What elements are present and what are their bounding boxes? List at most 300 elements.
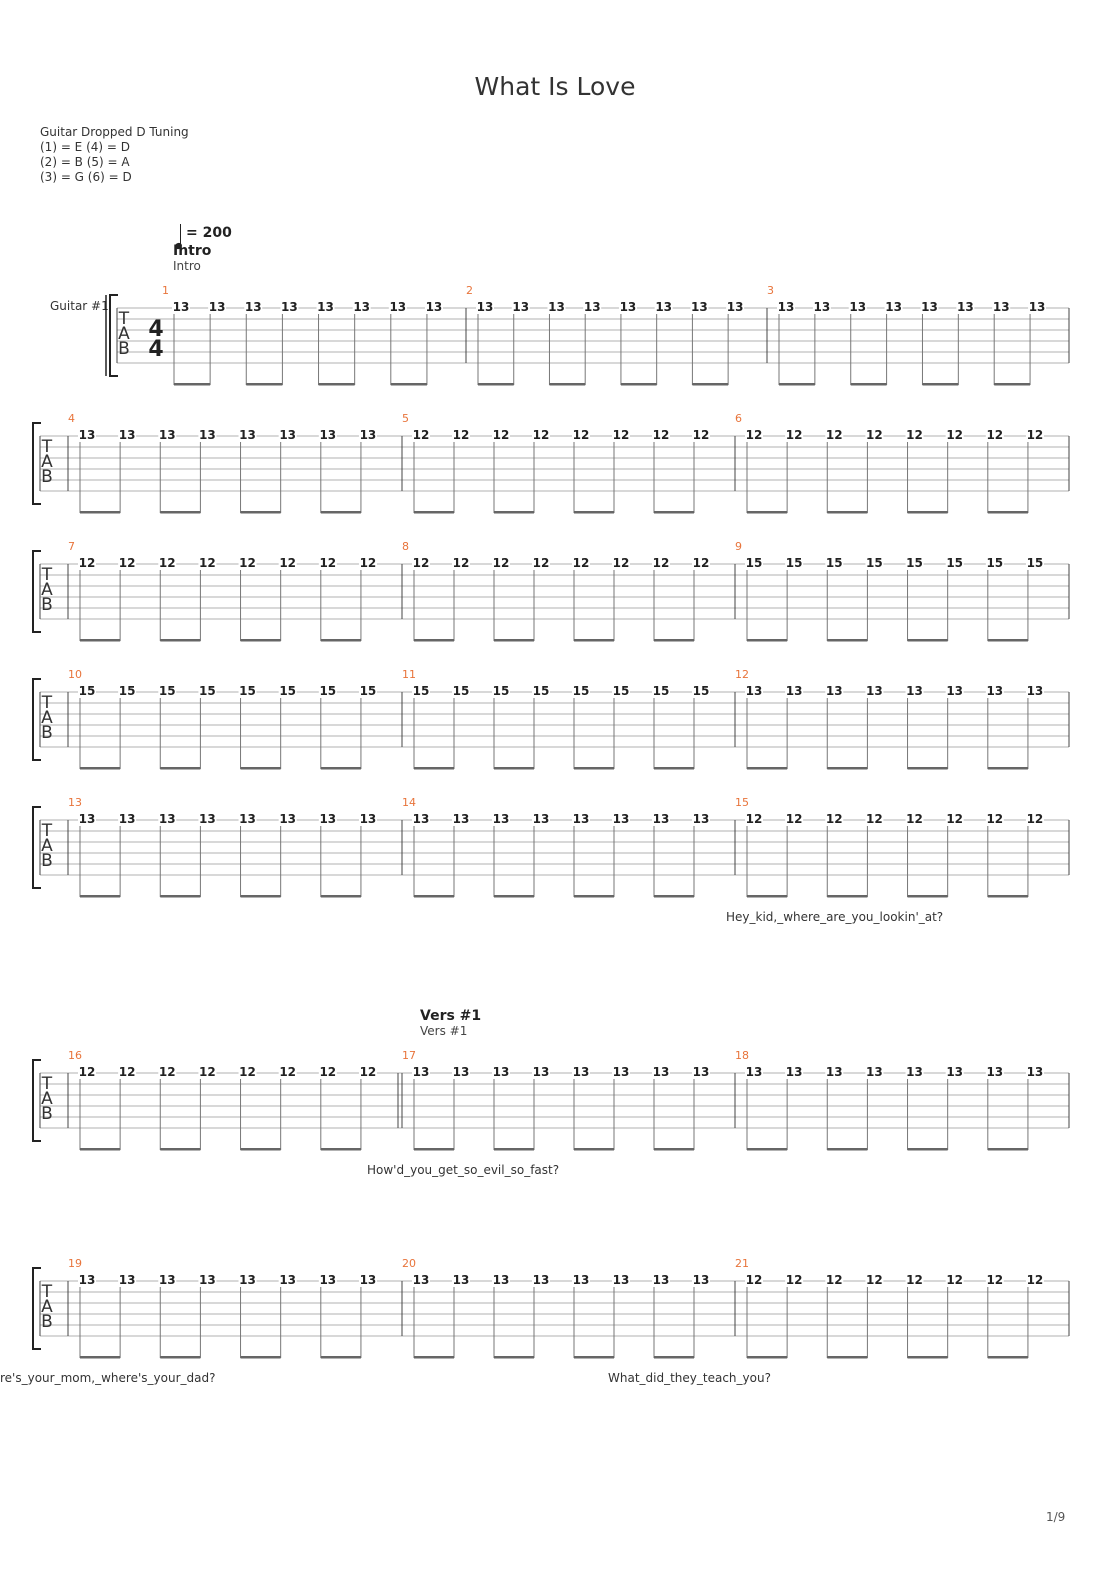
fret-number: 12: [652, 556, 670, 570]
note-beam: [414, 511, 454, 514]
tab-clef-letter: A: [41, 708, 53, 728]
fret-number: 15: [785, 556, 803, 570]
fret-number: 12: [745, 812, 763, 826]
fret-number: 15: [492, 684, 510, 698]
tab-clef-letter: T: [41, 437, 53, 457]
note-beam: [574, 1356, 614, 1359]
fret-number: 13: [118, 428, 136, 442]
fret-number: 13: [777, 300, 795, 314]
note-beam: [478, 383, 514, 386]
fret-number: 13: [612, 1065, 630, 1079]
fret-number: 13: [389, 300, 407, 314]
fret-number: 13: [691, 300, 708, 314]
fret-number: 12: [866, 812, 883, 826]
note-beam: [241, 511, 281, 514]
note-beam: [747, 639, 787, 642]
fret-number: 12: [906, 812, 923, 826]
fret-number: 13: [572, 1065, 590, 1079]
fret-number: 12: [692, 556, 710, 570]
note-beam: [779, 383, 815, 386]
note-beam: [621, 383, 657, 386]
fret-number: 13: [492, 1065, 510, 1079]
fret-number: 12: [78, 556, 96, 570]
note-beam: [321, 511, 361, 514]
note-beam: [827, 895, 867, 898]
fret-number: 13: [906, 684, 923, 698]
note-beam: [574, 639, 614, 642]
fret-number: 13: [612, 812, 630, 826]
note-beam: [908, 511, 948, 514]
note-beam: [994, 383, 1030, 386]
fret-number: 12: [906, 1273, 923, 1287]
note-beam: [241, 1356, 281, 1359]
fret-number: 12: [906, 428, 923, 442]
note-beam: [319, 383, 355, 386]
section-label-intro: Intro: [173, 259, 201, 273]
measure-number: 20: [402, 1257, 416, 1270]
tab-clef-letter: B: [41, 1312, 53, 1332]
note-beam: [908, 1148, 948, 1151]
fret-number: 13: [825, 1065, 843, 1079]
fret-number: 13: [785, 1065, 803, 1079]
measure-number: 5: [402, 412, 409, 425]
fret-number: 15: [452, 684, 470, 698]
fret-number: 13: [279, 812, 297, 826]
note-beam: [574, 511, 614, 514]
lyric-line: How'd_you_get_so_evil_so_fast?: [367, 1163, 560, 1177]
fret-number: 13: [692, 1065, 710, 1079]
tuning-line: (2) = B (5) = A: [40, 155, 130, 169]
fret-number: 13: [78, 428, 96, 442]
fret-number: 13: [619, 300, 637, 314]
fret-number: 12: [452, 556, 470, 570]
note-beam: [321, 1148, 361, 1151]
note-beam: [246, 383, 282, 386]
fret-number: 15: [532, 684, 550, 698]
fret-number: 12: [785, 812, 803, 826]
fret-number: 13: [532, 812, 550, 826]
fret-number: 13: [652, 1273, 670, 1287]
note-beam: [654, 895, 694, 898]
fret-number: 13: [412, 1273, 430, 1287]
fret-number: 12: [612, 428, 630, 442]
fret-number: 13: [492, 812, 510, 826]
fret-number: 13: [548, 300, 565, 314]
note-beam: [414, 767, 454, 770]
measure-number: 1: [162, 284, 169, 297]
tab-clef-letter: T: [118, 309, 130, 329]
fret-number: 13: [279, 1273, 297, 1287]
fret-number: 13: [319, 812, 337, 826]
fret-number: 13: [652, 1065, 670, 1079]
tab-clef-letter: A: [41, 836, 53, 856]
note-beam: [414, 1148, 454, 1151]
tab-clef-letter: T: [41, 1282, 53, 1302]
note-beam: [494, 895, 534, 898]
fret-number: 13: [452, 1065, 470, 1079]
fret-number: 13: [244, 300, 262, 314]
note-beam: [922, 383, 958, 386]
note-beam: [241, 767, 281, 770]
tab-clef-letter: B: [118, 339, 130, 359]
fret-number: 12: [1026, 1273, 1044, 1287]
fret-number: 12: [866, 1273, 883, 1287]
page-number: 1/9: [1046, 1510, 1066, 1524]
fret-number: 13: [118, 812, 136, 826]
fret-number: 12: [532, 556, 550, 570]
measure-number: 3: [767, 284, 774, 297]
measure-number: 13: [68, 796, 82, 809]
tab-clef-letter: A: [41, 580, 53, 600]
fret-number: 13: [412, 812, 430, 826]
note-beam: [827, 1356, 867, 1359]
fret-number: 13: [158, 812, 176, 826]
tab-clef-letter: B: [41, 723, 53, 743]
fret-number: 15: [612, 684, 630, 698]
fret-number: 15: [825, 556, 843, 570]
note-beam: [747, 767, 787, 770]
fret-number: 12: [692, 428, 710, 442]
note-beam: [908, 639, 948, 642]
fret-number: 12: [279, 556, 297, 570]
track-name: Guitar #1: [50, 299, 109, 313]
note-beam: [827, 767, 867, 770]
note-beam: [160, 1148, 200, 1151]
note-beam: [988, 1148, 1028, 1151]
fret-number: 12: [825, 1273, 843, 1287]
fret-number: 13: [825, 684, 843, 698]
note-beam: [174, 383, 210, 386]
time-signature-bottom: 4: [148, 337, 164, 362]
fret-number: 15: [199, 684, 216, 698]
tab-clef-letter: B: [41, 595, 53, 615]
fret-number: 12: [745, 428, 763, 442]
note-beam: [654, 767, 694, 770]
fret-number: 13: [425, 300, 443, 314]
lyric-line: Hey_kid,_where_are_you_lookin'_at?: [726, 910, 944, 924]
measure-number: 4: [68, 412, 75, 425]
note-beam: [241, 639, 281, 642]
section-marker-intro: Intro: [173, 243, 212, 259]
tab-clef-letter: T: [41, 821, 53, 841]
tuning-header: Guitar Dropped D Tuning: [40, 125, 189, 139]
fret-number: 15: [692, 684, 710, 698]
note-beam: [988, 511, 1028, 514]
fret-number: 15: [946, 556, 964, 570]
note-beam: [80, 1148, 120, 1151]
note-beam: [391, 383, 427, 386]
measure-number: 19: [68, 1257, 82, 1270]
measure-number: 8: [402, 540, 409, 553]
fret-number: 13: [655, 300, 673, 314]
fret-number: 12: [785, 428, 803, 442]
fret-number: 13: [692, 1273, 710, 1287]
fret-number: 12: [239, 1065, 256, 1079]
fret-number: 12: [199, 556, 216, 570]
fret-number: 12: [572, 556, 590, 570]
note-beam: [80, 639, 120, 642]
fret-number: 12: [158, 1065, 176, 1079]
note-beam: [494, 1148, 534, 1151]
fret-number: 13: [452, 1273, 470, 1287]
tempo-marking: = 200: [186, 225, 232, 241]
lyric-line: What_did_they_teach_you?: [608, 1371, 771, 1385]
fret-number: 12: [492, 428, 510, 442]
fret-number: 13: [199, 812, 216, 826]
fret-number: 15: [986, 556, 1004, 570]
fret-number: 13: [572, 1273, 590, 1287]
fret-number: 13: [849, 300, 867, 314]
tab-clef-letter: B: [41, 851, 53, 871]
fret-number: 13: [866, 1065, 883, 1079]
fret-number: 13: [986, 1065, 1004, 1079]
note-beam: [80, 511, 120, 514]
fret-number: 13: [1028, 300, 1046, 314]
measure-number: 11: [402, 668, 416, 681]
note-beam: [988, 639, 1028, 642]
fret-number: 12: [118, 556, 136, 570]
fret-number: 13: [652, 812, 670, 826]
tab-clef-letter: T: [41, 693, 53, 713]
tab-clef-letter: A: [41, 452, 53, 472]
lyric-line: re's_your_mom,_where's_your_dad?: [0, 1371, 216, 1385]
measure-number: 17: [402, 1049, 416, 1062]
fret-number: 15: [572, 684, 590, 698]
fret-number: 13: [281, 300, 298, 314]
fret-number: 12: [532, 428, 550, 442]
fret-number: 12: [118, 1065, 136, 1079]
measure-number: 15: [735, 796, 749, 809]
fret-number: 12: [158, 556, 176, 570]
fret-number: 12: [199, 1065, 216, 1079]
fret-number: 13: [785, 684, 803, 698]
fret-number: 12: [279, 1065, 297, 1079]
fret-number: 13: [946, 1065, 964, 1079]
fret-number: 12: [78, 1065, 96, 1079]
fret-number: 13: [279, 428, 297, 442]
fret-number: 13: [319, 1273, 337, 1287]
fret-number: 12: [745, 1273, 763, 1287]
measure-number: 10: [68, 668, 82, 681]
fret-number: 12: [825, 428, 843, 442]
fret-number: 13: [946, 684, 964, 698]
song-title: What Is Love: [474, 72, 636, 101]
measure-number: 18: [735, 1049, 749, 1062]
fret-number: 13: [359, 812, 377, 826]
fret-number: 15: [745, 556, 763, 570]
section-label-verse: Vers #1: [420, 1024, 468, 1038]
note-beam: [80, 895, 120, 898]
fret-number: 12: [412, 556, 430, 570]
note-beam: [160, 895, 200, 898]
fret-number: 13: [866, 684, 883, 698]
fret-number: 13: [172, 300, 190, 314]
fret-number: 13: [359, 428, 377, 442]
note-beam: [747, 895, 787, 898]
fret-number: 12: [1026, 428, 1044, 442]
note-beam: [908, 1356, 948, 1359]
tab-clef-letter: B: [41, 467, 53, 487]
tab-clef-letter: A: [41, 1089, 53, 1109]
note-beam: [827, 639, 867, 642]
note-beam: [80, 767, 120, 770]
measure-number: 12: [735, 668, 749, 681]
fret-number: 13: [532, 1065, 550, 1079]
measure-number: 7: [68, 540, 75, 553]
fret-number: 12: [319, 556, 337, 570]
note-beam: [827, 511, 867, 514]
fret-number: 13: [572, 812, 590, 826]
fret-number: 15: [78, 684, 96, 698]
fret-number: 13: [476, 300, 494, 314]
fret-number: 13: [199, 1273, 216, 1287]
note-beam: [747, 1148, 787, 1151]
note-beam: [241, 895, 281, 898]
fret-number: 15: [906, 556, 923, 570]
fret-number: 12: [986, 428, 1004, 442]
fret-number: 12: [986, 1273, 1004, 1287]
fret-number: 15: [158, 684, 176, 698]
note-beam: [574, 767, 614, 770]
fret-number: 13: [158, 1273, 176, 1287]
fret-number: 13: [921, 300, 938, 314]
fret-number: 13: [359, 1273, 377, 1287]
tab-clef-letter: A: [118, 324, 130, 344]
fret-number: 15: [866, 556, 883, 570]
note-beam: [414, 895, 454, 898]
tab-clef-letter: T: [41, 1074, 53, 1094]
note-beam: [321, 639, 361, 642]
fret-number: 15: [1026, 556, 1044, 570]
fret-number: 15: [319, 684, 337, 698]
tab-clef-letter: B: [41, 1104, 53, 1124]
fret-number: 12: [239, 556, 256, 570]
note-beam: [160, 511, 200, 514]
fret-number: 12: [359, 1065, 377, 1079]
measure-number: 16: [68, 1049, 82, 1062]
fret-number: 13: [452, 812, 470, 826]
measure-number: 2: [466, 284, 473, 297]
fret-number: 12: [1026, 812, 1044, 826]
note-beam: [574, 895, 614, 898]
fret-number: 15: [279, 684, 297, 698]
fret-number: 13: [317, 300, 334, 314]
fret-number: 13: [532, 1273, 550, 1287]
fret-number: 13: [199, 428, 216, 442]
fret-number: 13: [512, 300, 530, 314]
tuning-line: (1) = E (4) = D: [40, 140, 130, 154]
fret-number: 12: [572, 428, 590, 442]
note-beam: [160, 767, 200, 770]
note-beam: [851, 383, 887, 386]
note-beam: [654, 1148, 694, 1151]
note-beam: [321, 767, 361, 770]
fret-number: 12: [319, 1065, 337, 1079]
fret-number: 12: [866, 428, 883, 442]
note-beam: [321, 1356, 361, 1359]
note-beam: [654, 1356, 694, 1359]
fret-number: 13: [412, 1065, 430, 1079]
fret-number: 13: [726, 300, 744, 314]
fret-number: 13: [158, 428, 176, 442]
fret-number: 13: [583, 300, 601, 314]
fret-number: 12: [946, 1273, 964, 1287]
fret-number: 13: [906, 1065, 923, 1079]
fret-number: 13: [813, 300, 831, 314]
fret-number: 13: [992, 300, 1010, 314]
note-beam: [574, 1148, 614, 1151]
note-beam: [908, 767, 948, 770]
note-beam: [654, 511, 694, 514]
fret-number: 13: [612, 1273, 630, 1287]
fret-number: 15: [412, 684, 430, 698]
fret-number: 13: [78, 812, 96, 826]
note-beam: [80, 1356, 120, 1359]
tab-clef-letter: A: [41, 1297, 53, 1317]
fret-number: 15: [118, 684, 136, 698]
section-marker-verse: Vers #1: [420, 1008, 482, 1024]
fret-number: 12: [946, 812, 964, 826]
fret-number: 12: [359, 556, 377, 570]
tuning-line: (3) = G (6) = D: [40, 170, 132, 184]
fret-number: 12: [612, 556, 630, 570]
time-signature-top: 4: [148, 317, 164, 342]
measure-number: 14: [402, 796, 416, 809]
note-beam: [494, 639, 534, 642]
tab-clef-letter: T: [41, 565, 53, 585]
measure-number: 6: [735, 412, 742, 425]
fret-number: 13: [492, 1273, 510, 1287]
note-beam: [160, 1356, 200, 1359]
fret-number: 12: [785, 1273, 803, 1287]
fret-number: 13: [745, 684, 763, 698]
note-beam: [654, 639, 694, 642]
note-beam: [414, 1356, 454, 1359]
note-beam: [747, 1356, 787, 1359]
note-beam: [321, 895, 361, 898]
note-beam: [494, 511, 534, 514]
fret-number: 15: [652, 684, 670, 698]
note-beam: [908, 895, 948, 898]
note-beam: [747, 511, 787, 514]
fret-number: 13: [1026, 1065, 1044, 1079]
fret-number: 12: [652, 428, 670, 442]
fret-number: 13: [885, 300, 902, 314]
note-beam: [692, 383, 728, 386]
note-beam: [988, 767, 1028, 770]
fret-number: 13: [208, 300, 226, 314]
fret-number: 12: [825, 812, 843, 826]
fret-number: 12: [946, 428, 964, 442]
fret-number: 13: [1026, 684, 1044, 698]
measure-number: 9: [735, 540, 742, 553]
fret-number: 13: [118, 1273, 136, 1287]
fret-number: 13: [956, 300, 974, 314]
note-beam: [414, 639, 454, 642]
note-beam: [988, 1356, 1028, 1359]
fret-number: 15: [359, 684, 377, 698]
fret-number: 13: [239, 1273, 256, 1287]
note-beam: [160, 639, 200, 642]
fret-number: 13: [745, 1065, 763, 1079]
note-beam: [494, 767, 534, 770]
note-beam: [988, 895, 1028, 898]
measure-number: 21: [735, 1257, 749, 1270]
note-beam: [494, 1356, 534, 1359]
fret-number: 13: [986, 684, 1004, 698]
fret-number: 13: [692, 812, 710, 826]
fret-number: 12: [412, 428, 430, 442]
